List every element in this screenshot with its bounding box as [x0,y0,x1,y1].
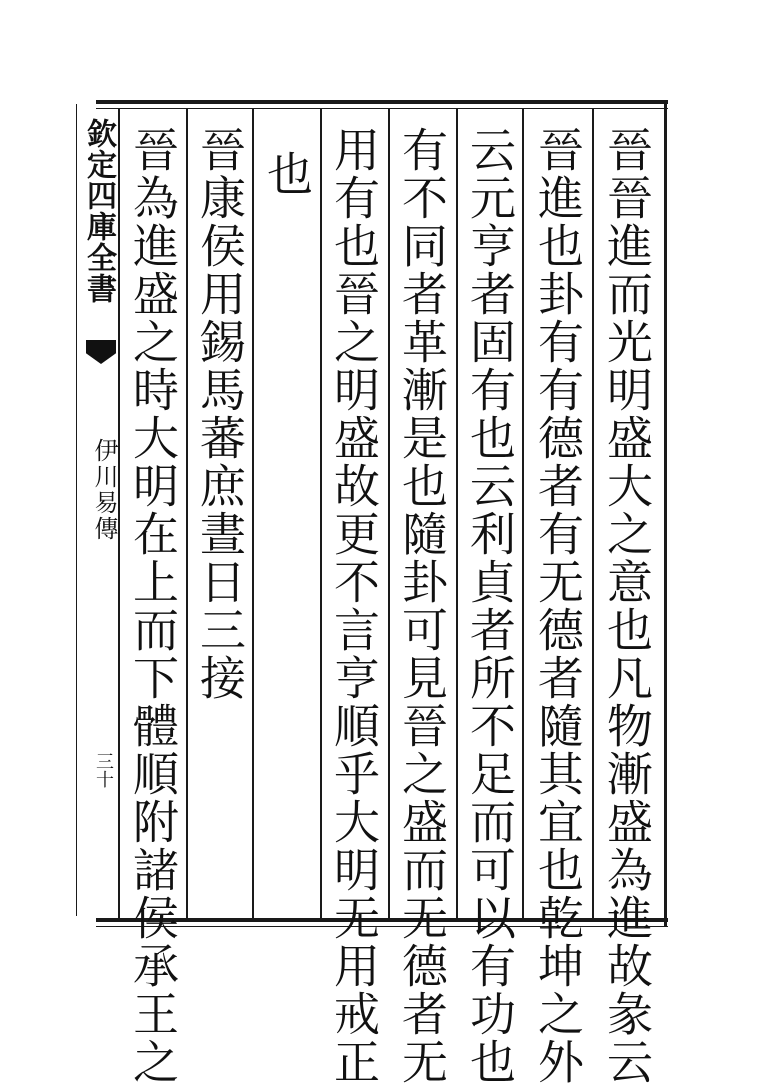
fish-tail-mark-icon [86,340,116,364]
margin-page-number: 三十 [93,752,114,788]
margin-book-title: 伊川易傳 [90,438,118,542]
text-column-6: 也 [260,150,314,198]
column-divider [186,108,188,918]
column-divider [522,108,524,918]
column-divider [388,108,390,918]
frame-right-border [664,100,667,926]
text-column-5: 用有也晉之明盛故更不言亨順乎大明无用戒正 [327,126,381,1086]
text-column-4: 有不同者革漸是也隨卦可見晉之盛而无德者无 [395,126,449,1086]
text-column-8: 晉為進盛之時大明在上而下體順附諸侯承王之 [126,126,180,1086]
column-divider [456,108,458,918]
text-column-1: 晉晉進而光明盛大之意也凡物漸盛為進故彖云 [600,126,654,1086]
column-divider [252,108,254,918]
margin-collection-title: 欽定四庫全書 [81,118,116,304]
frame-top-inner-border [96,108,668,109]
text-column-3: 云元亨者固有也云利貞者所不足而可以有功也 [463,126,517,1086]
column-divider [320,108,322,918]
column-divider [592,108,594,918]
text-column-2: 晉進也卦有有德者有无德者隨其宜也乾坤之外 [531,126,585,1086]
frame-top-border [96,100,668,104]
margin-left-border [76,104,77,916]
column-divider [118,108,120,918]
text-column-7: 晉康侯用錫馬蕃庶晝日三接 [193,126,247,702]
